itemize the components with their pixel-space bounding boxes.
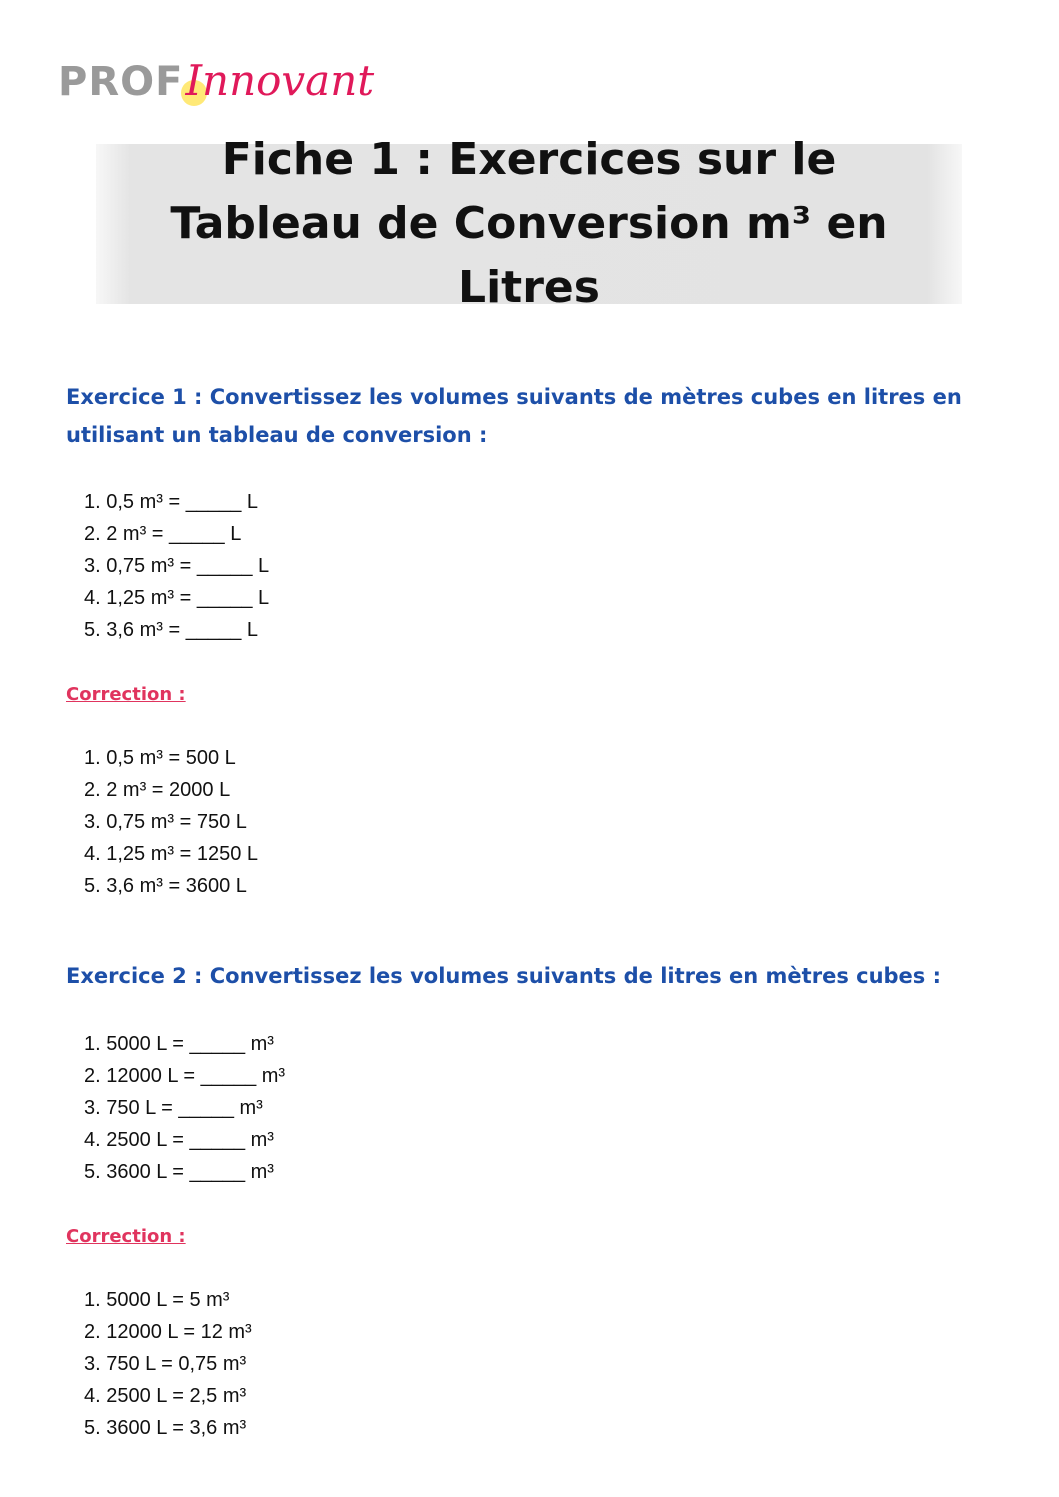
exercise-2-correction-heading: Correction : — [66, 1226, 186, 1247]
exercise-1-heading: Exercice 1 : Convertissez les volumes suivants de mètres cubes en litres en utilisant un tableau de conversion : — [66, 385, 962, 447]
logo-innovant-text — [185, 56, 375, 105]
page-title: Fiche 1 : Exercices sur le Tableau de Conversion m³ en Litres — [170, 134, 888, 313]
exercise-2-item: 1. 5000 L = _____ m³ — [84, 1033, 274, 1055]
exercise-2-item: 3. 750 L = _____ m³ — [84, 1097, 263, 1119]
exercise-1-answer: 3. 0,75 m³ = 750 L — [84, 811, 247, 833]
exercise-2-answer: 2. 12000 L = 12 m³ — [84, 1321, 252, 1343]
exercise-1-item: 1. 0,5 m³ = _____ L — [84, 491, 259, 513]
exercise-1-item: 5. 3,6 m³ = _____ L — [84, 619, 259, 641]
logo — [58, 42, 375, 105]
exercise-1-list — [84, 486, 269, 646]
exercise-1-item: 3. 0,75 m³ = _____ L — [84, 555, 270, 577]
exercise-1-correction-heading: Correction : — [66, 684, 186, 705]
exercise-1-item: 2. 2 m³ = _____ L — [84, 523, 242, 545]
exercise-2-answer: 3. 750 L = 0,75 m³ — [84, 1353, 247, 1375]
exercise-2-list — [84, 1028, 285, 1188]
logo-prof-text: PROF — [58, 59, 184, 105]
exercise-2-item: 5. 3600 L = _____ m³ — [84, 1161, 274, 1183]
exercise-2-answer: 1. 5000 L = 5 m³ — [84, 1289, 230, 1311]
exercise-2-item: 2. 12000 L = _____ m³ — [84, 1065, 286, 1087]
exercise-1-answer: 5. 3,6 m³ = 3600 L — [84, 875, 247, 897]
exercise-1-answer: 4. 1,25 m³ = 1250 L — [84, 843, 259, 865]
exercise-2-item: 4. 2500 L = _____ m³ — [84, 1129, 274, 1151]
title-banner — [96, 134, 962, 313]
logo-innovant-label: Innovant — [185, 56, 375, 105]
exercise-2-answer: 5. 3600 L = 3,6 m³ — [84, 1417, 247, 1439]
exercise-1-item: 4. 1,25 m³ = _____ L — [84, 587, 270, 609]
exercise-1-answer: 2. 2 m³ = 2000 L — [84, 779, 231, 801]
exercise-1-answers — [84, 742, 258, 902]
exercise-2-heading: Exercice 2 : Convertissez les volumes suivants de litres en mètres cubes : — [66, 964, 942, 988]
exercise-2-answers — [84, 1284, 252, 1444]
exercise-2-answer: 4. 2500 L = 2,5 m³ — [84, 1385, 247, 1407]
exercise-1-answer: 1. 0,5 m³ = 500 L — [84, 747, 236, 769]
